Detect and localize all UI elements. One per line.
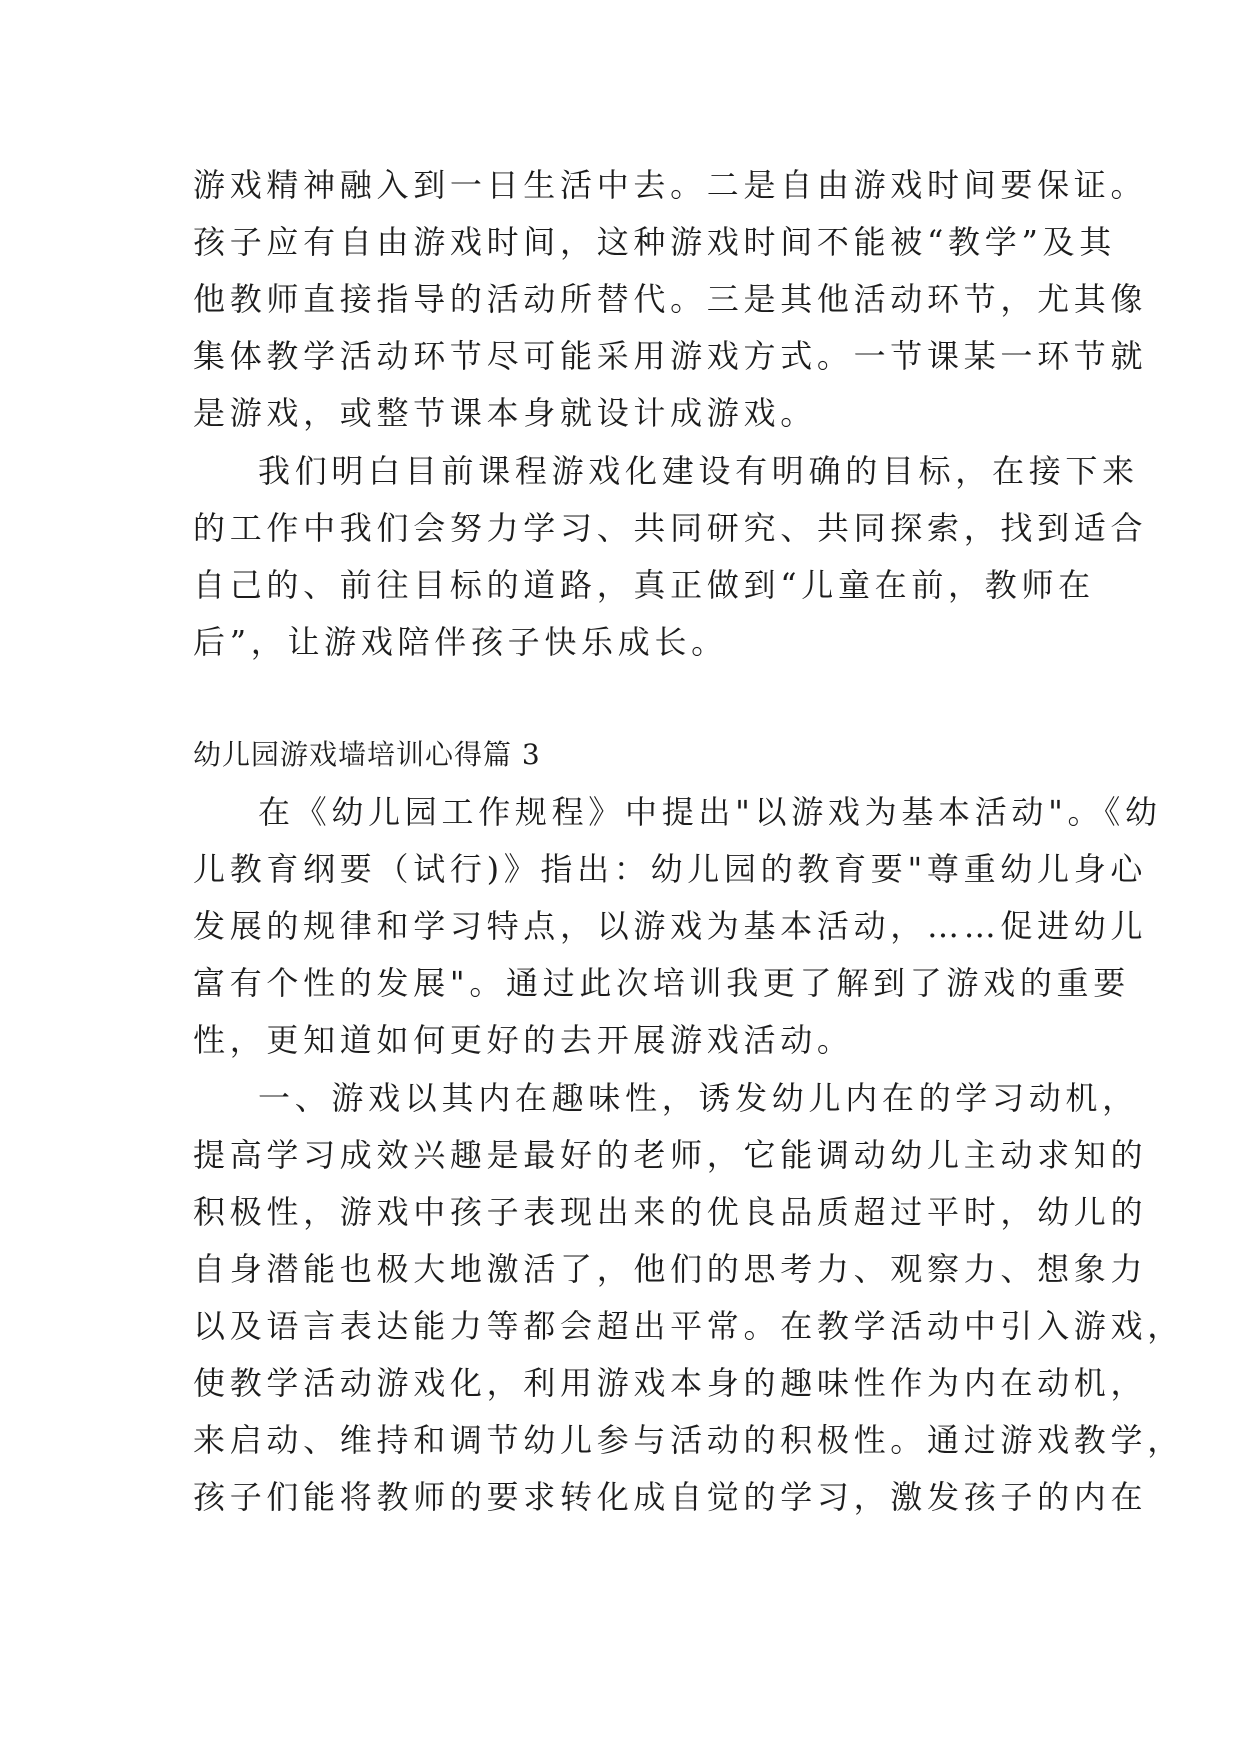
paragraph-line: 一、游戏以其内在趣味性，诱发幼儿内在的学习动机， bbox=[258, 1079, 1139, 1117]
paragraph-line: 是游戏，或整节课本身就设计成游戏。 bbox=[193, 394, 817, 432]
paragraph-line: 自己的、前往目标的道路，真正做到“儿童在前，教师在 bbox=[193, 566, 1095, 604]
paragraph-line: 在《幼儿园工作规程》中提出"以游戏为基本活动"。《幼 bbox=[258, 793, 1162, 831]
paragraph-line: 孩子应有自由游戏时间，这种游戏时间不能被“教学”及其 bbox=[193, 223, 1116, 261]
section-heading: 幼儿园游戏墙培训心得篇 3 bbox=[193, 738, 541, 771]
paragraph-line: 我们明白目前课程游戏化建设有明确的目标，在接下来 bbox=[258, 452, 1139, 490]
paragraph-line: 游戏精神融入到一日生活中去。二是自由游戏时间要保证。 bbox=[193, 166, 1148, 204]
paragraph-line: 提高学习成效兴趣是最好的老师，它能调动幼儿主动求知的 bbox=[193, 1136, 1148, 1174]
paragraph-line: 集体教学活动环节尽可能采用游戏方式。一节课某一环节就 bbox=[193, 337, 1148, 375]
paragraph-line: 自身潜能也极大地激活了，他们的思考力、观察力、想象力 bbox=[193, 1250, 1148, 1288]
paragraph-line: 后”，让游戏陪伴孩子快乐成长。 bbox=[193, 623, 728, 661]
paragraph-line: 孩子们能将教师的要求转化成自觉的学习，激发孩子的内在 bbox=[193, 1478, 1148, 1516]
paragraph-line: 的工作中我们会努力学习、共同研究、共同探索，找到适合 bbox=[193, 509, 1148, 547]
paragraph-line: 积极性，游戏中孩子表现出来的优良品质超过平时，幼儿的 bbox=[193, 1193, 1148, 1231]
paragraph-line: 富有个性的发展"。通过此次培训我更了解到了游戏的重要 bbox=[193, 964, 1130, 1002]
paragraph-line: 性，更知道如何更好的去开展游戏活动。 bbox=[193, 1021, 854, 1059]
paragraph-line: 使教学活动游戏化，利用游戏本身的趣味性作为内在动机， bbox=[193, 1364, 1148, 1402]
paragraph-line: 儿教育纲要（试行)》指出：幼儿园的教育要"尊重幼儿身心 bbox=[193, 850, 1148, 888]
paragraph-line: 以及语言表达能力等都会超出平常。在教学活动中引入游戏， bbox=[193, 1307, 1184, 1345]
paragraph-line: 他教师直接指导的活动所替代。三是其他活动环节，尤其像 bbox=[193, 280, 1148, 318]
paragraph-line: 发展的规律和学习特点，以游戏为基本活动，……促进幼儿 bbox=[193, 907, 1148, 945]
paragraph-line: 来启动、维持和调节幼儿参与活动的积极性。通过游戏教学， bbox=[193, 1421, 1184, 1459]
